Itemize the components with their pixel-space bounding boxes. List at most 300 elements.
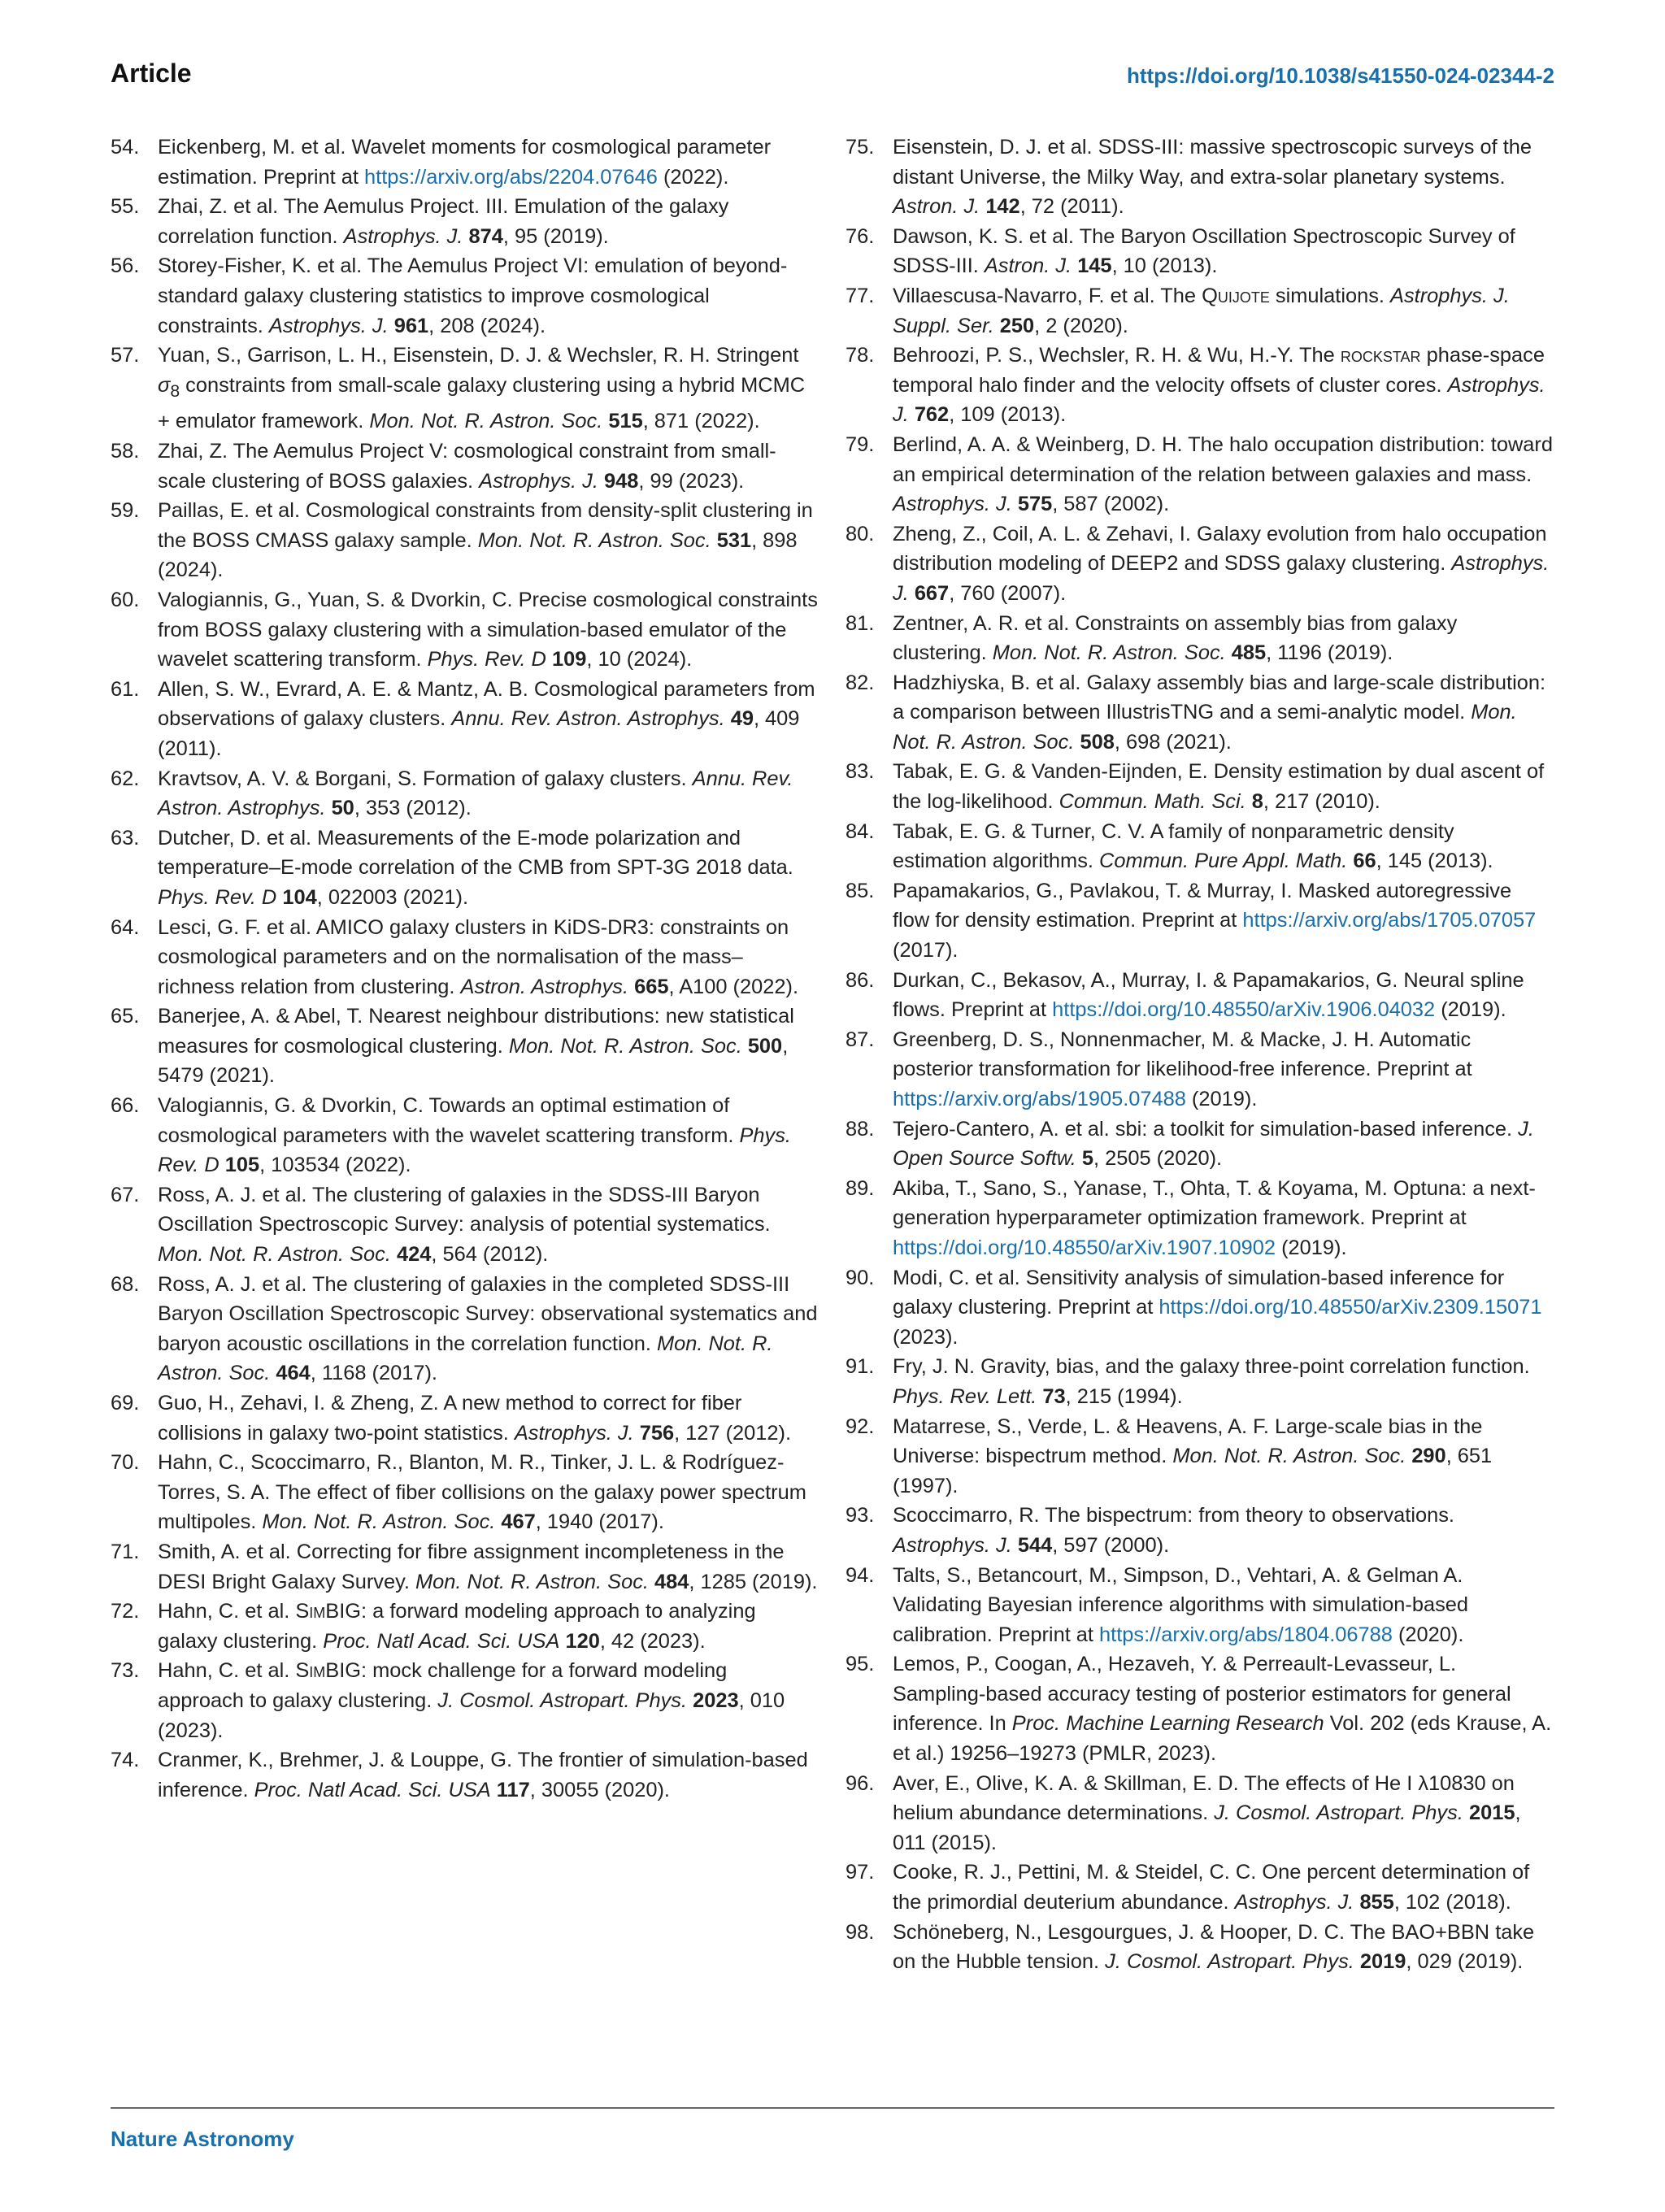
- volume-number: 142: [985, 195, 1020, 219]
- reference-number: 91.: [846, 1355, 875, 1379]
- journal-title: Astron. J.: [893, 195, 980, 219]
- reference-segment: [1012, 493, 1018, 515]
- volume-number: 467: [501, 1510, 536, 1534]
- reference-item: [846, 1918, 1553, 1977]
- volume-number: 2019: [1359, 1950, 1406, 1974]
- reference-segment: , 10 (2013).: [1111, 254, 1218, 278]
- reference-segment: , 597 (2000).: [1052, 1533, 1170, 1557]
- journal-title: σ: [158, 373, 171, 397]
- reference-text: [893, 133, 1553, 222]
- reference-item: [846, 133, 1553, 222]
- reference-item: [111, 251, 818, 341]
- reference-segment: , 215 (1994).: [1065, 1384, 1183, 1408]
- reference-segment: , 1940 (2017).: [535, 1510, 664, 1534]
- volume-number: 948: [603, 469, 639, 493]
- reference-segment: , 898 (2024).: [158, 528, 798, 582]
- reference-text: [893, 1352, 1553, 1411]
- volume-number: 120: [565, 1629, 600, 1653]
- reference-text: [158, 1745, 818, 1805]
- volume-number: 756: [639, 1421, 675, 1445]
- reference-text: [158, 496, 818, 585]
- reference-text: [893, 1561, 1553, 1650]
- reference-item: [111, 1002, 818, 1091]
- journal-title: Mon. Not. R. Astron. Soc.: [369, 410, 603, 433]
- journal-title: Proc. Natl Acad. Sci. USA: [254, 1778, 491, 1801]
- volume-number: 575: [1017, 493, 1053, 516]
- reference-segment: Banerjee, A. & Abel, T. Nearest neighbour distributions: new statistical measures for cosmological clustering.: [158, 1005, 794, 1058]
- reference-text: [893, 817, 1553, 876]
- reference-link[interactable]: https://doi.org/10.48550/arXiv.1907.10902: [893, 1236, 1276, 1259]
- reference-segment: , 103534 (2022).: [259, 1154, 411, 1177]
- reference-segment: Kravtsov, A. V. & Borgani, S. Formation of galaxy clusters.: [158, 767, 693, 790]
- reference-segment: (2022).: [657, 165, 729, 189]
- reference-segment: Dutcher, D. et al. Measurements of the E-mode polarization and temperature–E-mode correlation of the CMB from SPT-3G 2018 data.: [158, 826, 793, 880]
- reference-segment: , 698 (2021).: [1114, 730, 1232, 754]
- reference-number: 81.: [846, 611, 875, 635]
- journal-title: Annu. Rev. Astron. Astrophys.: [158, 767, 793, 820]
- journal-title: Astrophys. J.: [1234, 1891, 1354, 1914]
- reference-number: 67.: [111, 1183, 140, 1206]
- reference-segment: Modi, C. et al. Sensitivity analysis of simulation-based inference for galaxy clustering. Preprint at: [893, 1266, 1505, 1319]
- reference-item: [111, 192, 818, 251]
- reference-text: [893, 1412, 1553, 1501]
- reference-segment: [1012, 1534, 1018, 1557]
- reference-link[interactable]: https://arxiv.org/abs/1905.07488: [893, 1088, 1186, 1110]
- reference-number: 64.: [111, 915, 140, 939]
- reference-item: [111, 764, 818, 824]
- reference-text: [893, 1769, 1553, 1858]
- journal-title: Commun. Pure Appl. Math.: [1099, 850, 1348, 873]
- reference-item: [846, 430, 1553, 519]
- journal-title: Mon. Not. R. Astron. Soc.: [1172, 1445, 1406, 1468]
- reference-text: [893, 1918, 1553, 1977]
- reference-segment: [1076, 1147, 1082, 1170]
- reference-number: 60.: [111, 588, 140, 611]
- volume-number: 515: [608, 410, 643, 433]
- reference-item: [846, 1858, 1553, 1917]
- reference-segment: Scoccimarro, R. The bispectrum: from theory to observations.: [893, 1504, 1454, 1528]
- reference-item: [846, 222, 1553, 281]
- reference-item: [111, 1270, 818, 1388]
- reference-number: 55.: [111, 195, 140, 219]
- reference-segment: Smith, A. et al. Correcting for fibre assignment incompleteness in the DESI Bright Galaxy Survey.: [158, 1540, 785, 1593]
- reference-text: [158, 133, 818, 192]
- reference-item: [111, 913, 818, 1002]
- reference-text: [893, 668, 1553, 758]
- reference-item: [846, 668, 1553, 758]
- reference-segment: Valogiannis, G., Yuan, S. & Dvorkin, C. Precise cosmological constraints from BOSS galaxy clustering with a simulation-based emulator of the wavelet scattering transform.: [158, 588, 818, 671]
- journal-title: Astrophys. J. Suppl. Ser.: [893, 284, 1510, 337]
- reference-number: 96.: [846, 1771, 875, 1795]
- reference-text: [158, 437, 818, 496]
- reference-number: 93.: [846, 1504, 875, 1528]
- reference-segment: , 353 (2012).: [354, 797, 472, 820]
- reference-text: [893, 1263, 1553, 1353]
- reference-segment: [994, 315, 1000, 337]
- reference-number: 90.: [846, 1266, 875, 1289]
- reference-item: [846, 1769, 1553, 1858]
- reference-segment: [389, 315, 394, 337]
- reference-segment: , 72 (2011).: [1019, 195, 1124, 219]
- reference-number: 61.: [111, 677, 140, 701]
- reference-text: [893, 1501, 1553, 1560]
- reference-segment: Tabak, E. G. & Turner, C. V. A family of nonparametric density estimation algorithms.: [893, 819, 1454, 873]
- reference-segment: , 1285 (2019).: [689, 1570, 818, 1593]
- reference-text: [893, 757, 1553, 816]
- reference-number: 97.: [846, 1861, 875, 1884]
- reference-text: [158, 192, 818, 251]
- reference-segment: [546, 648, 552, 671]
- reference-number: 66.: [111, 1094, 140, 1118]
- reference-text: [893, 1174, 1553, 1263]
- reference-number: 75.: [846, 136, 875, 159]
- reference-segment: Guo, H., Zehavi, I. & Zheng, Z. A new method to correct for fiber collisions in galaxy two-point statistics.: [158, 1392, 742, 1445]
- reference-item: [846, 1174, 1553, 1263]
- volume-number: 117: [496, 1778, 530, 1801]
- reference-text: [158, 913, 818, 1002]
- reference-segment: Paillas, E. et al. Cosmological constraints from density-split clustering in the BOSS CMASS galaxy sample.: [158, 499, 813, 552]
- reference-segment: Hahn, C. et al.: [158, 1600, 296, 1623]
- reference-segment: , 217 (2010).: [1263, 790, 1380, 814]
- reference-number: 84.: [846, 819, 875, 843]
- reference-text: [158, 1002, 818, 1091]
- volume-number: 105: [224, 1154, 260, 1177]
- reference-text: [158, 1597, 818, 1656]
- reference-segment: [909, 403, 915, 426]
- reference-text: [893, 222, 1553, 281]
- reference-item: [111, 341, 818, 437]
- reference-item: [846, 1412, 1553, 1501]
- reference-item: [111, 1597, 818, 1656]
- reference-number: 71.: [111, 1540, 140, 1563]
- reference-segment: , 022003 (2021).: [316, 885, 469, 909]
- volume-number: 424: [396, 1243, 432, 1267]
- reference-item: [111, 1656, 818, 1745]
- journal-title: Astrophys. J.: [893, 552, 1550, 605]
- volume-number: 508: [1080, 730, 1115, 754]
- volume-number: 531: [716, 528, 752, 552]
- volume-number: 485: [1231, 641, 1267, 665]
- reference-number: 62.: [111, 767, 140, 790]
- reference-segment: (2019).: [1435, 998, 1506, 1022]
- volume-number: 2015: [1468, 1801, 1515, 1825]
- reference-text: [893, 609, 1553, 668]
- reference-segment: , 011 (2015).: [893, 1801, 1521, 1854]
- journal-title: Astrophys. J.: [893, 373, 1545, 427]
- reference-text: [893, 341, 1553, 430]
- reference-segment: Zhai, Z. et al. The Aemulus Project. III. Emulation of the galaxy correlation function.: [158, 195, 729, 248]
- reference-text: [893, 519, 1553, 609]
- reference-item: [111, 585, 818, 675]
- reference-segment: , 587 (2002).: [1052, 493, 1170, 516]
- reference-link[interactable]: https://arxiv.org/abs/2204.07646: [364, 165, 658, 189]
- reference-item: [111, 496, 818, 585]
- reference-segment: [598, 470, 604, 493]
- journal-title: Astrophys. J.: [514, 1421, 634, 1445]
- volume-number: 762: [914, 403, 950, 427]
- journal-title: J. Cosmol. Astropart. Phys.: [437, 1688, 688, 1712]
- reference-number: 83.: [846, 760, 875, 784]
- reference-item: [846, 1649, 1553, 1768]
- reference-item: [846, 1115, 1553, 1174]
- reference-text: [158, 764, 818, 824]
- volume-number: 104: [282, 885, 317, 909]
- reference-segment: constraints from small-scale galaxy clustering using a hybrid MCMC + emulator framework.: [158, 373, 806, 433]
- reference-segment: [391, 1243, 397, 1266]
- journal-title: J. Cosmol. Astropart. Phys.: [1214, 1801, 1463, 1825]
- journal-title: Mon. Not. R. Astron. Soc.: [992, 641, 1226, 665]
- reference-item: [111, 1180, 818, 1270]
- journal-title: Mon. Not. R. Astron. Soc.: [262, 1510, 496, 1534]
- journal-title: Mon. Not. R. Astron. Soc.: [508, 1034, 742, 1058]
- footer-divider: [111, 2107, 1554, 2109]
- reference-segment: , 42 (2023).: [599, 1629, 706, 1653]
- volume-number: 50: [331, 797, 354, 820]
- reference-text: [158, 1270, 818, 1388]
- reference-segment: Cranmer, K., Brehmer, J. & Louppe, G. The frontier of simulation-based inference.: [158, 1749, 808, 1801]
- reference-number: 72.: [111, 1600, 140, 1623]
- reference-segment: Vol. 202 (eds Krause, A. et al.) 19256–19273 (PMLR, 2023).: [893, 1712, 1552, 1766]
- reference-segment: Yuan, S., Garrison, L. H., Eisenstein, D. J. & Wechsler, R. H. Stringent: [158, 344, 799, 367]
- journal-title: J. Open Source Softw.: [893, 1117, 1534, 1171]
- volume-number: 500: [747, 1034, 783, 1058]
- doi-link[interactable]: https://doi.org/10.1038/s41550-024-02344-2: [1126, 63, 1554, 88]
- journal-title: Mon. Not. R. Astron. Soc.: [477, 528, 711, 552]
- journal-title: Mon. Not. R. Astron. Soc.: [158, 1332, 773, 1385]
- reference-segment: simulations.: [1269, 284, 1391, 307]
- reference-segment: [711, 529, 717, 552]
- reference-segment: Behroozi, P. S., Wechsler, R. H. & Wu, H.-Y. The: [893, 344, 1341, 367]
- reference-segment: , 5479 (2021).: [158, 1034, 789, 1088]
- reference-segment: [742, 1035, 748, 1058]
- reference-segment: Allen, S. W., Evrard, A. E. & Mantz, A. B. Cosmological parameters from observations of galaxy clusters.: [158, 677, 815, 731]
- reference-segment: , A100 (2022).: [668, 975, 798, 998]
- journal-title: Astrophys. J.: [893, 1533, 1012, 1557]
- reference-text: [158, 1448, 818, 1537]
- reference-segment: [1354, 1950, 1360, 1973]
- reference-item: [111, 1091, 818, 1180]
- reference-segment: , 1168 (2017).: [310, 1362, 437, 1385]
- software-name: SimBIG: [295, 1600, 362, 1623]
- reference-text: [893, 966, 1553, 1025]
- reference-segment: Zheng, Z., Coil, A. L. & Zehavi, I. Galaxy evolution from halo occupation distribution modeling of DEEP2 and SDSS galaxy clustering.: [893, 522, 1547, 576]
- reference-segment: Ross, A. J. et al. The clustering of galaxies in the completed SDSS-III Baryon Oscillation Spectroscopic Survey: observational systematics and baryon acoustic oscillations in the correlation function.: [158, 1272, 818, 1355]
- reference-segment: : a forward modeling approach to analyzing galaxy clustering.: [158, 1600, 756, 1653]
- reference-item: [846, 1352, 1553, 1411]
- article-label: Article: [111, 59, 192, 88]
- reference-item: [846, 1561, 1553, 1650]
- reference-number: 59.: [111, 499, 140, 523]
- reference-number: 95.: [846, 1653, 875, 1676]
- journal-title: Astron. J.: [984, 254, 1072, 278]
- reference-segment: (2017).: [893, 939, 959, 963]
- reference-segment: , 564 (2012).: [431, 1243, 549, 1267]
- reference-segment: Zentner, A. R. et al. Constraints on assembly bias from galaxy clustering.: [893, 611, 1458, 665]
- reference-segment: [326, 797, 332, 819]
- reference-number: 73.: [111, 1659, 140, 1683]
- reference-item: [846, 1501, 1553, 1560]
- reference-number: 78.: [846, 344, 875, 367]
- reference-number: 85.: [846, 879, 875, 902]
- reference-number: 54.: [111, 136, 140, 159]
- reference-segment: , 145 (2013).: [1376, 850, 1493, 873]
- reference-segment: [1226, 641, 1232, 664]
- reference-segment: Greenberg, D. S., Nonnenmacher, M. & Macke, J. H. Automatic posterior transformation for likelihood-free inference. Preprint at: [893, 1028, 1472, 1081]
- reference-item: [846, 519, 1553, 609]
- reference-segment: Ross, A. J. et al. The clustering of galaxies in the SDSS-III Baryon Oscillation Spectroscopic Survey: analysis of potential systematics.: [158, 1183, 771, 1236]
- journal-title: Mon. Not. R. Astron. Soc.: [158, 1243, 391, 1267]
- reference-item: [846, 876, 1553, 966]
- reference-item: [111, 437, 818, 496]
- reference-text: [158, 675, 818, 764]
- reference-segment: Hahn, C. et al.: [158, 1659, 296, 1683]
- volume-number: 2023: [693, 1688, 739, 1712]
- reference-number: 98.: [846, 1920, 875, 1944]
- volume-number: 665: [634, 975, 669, 998]
- reference-number: 58.: [111, 440, 140, 463]
- reference-segment: Lemos, P., Coogan, A., Hezaveh, Y. & Perreault-Levasseur, L. Sampling-based accuracy testing of posterior estimators for general inference. In: [893, 1653, 1511, 1736]
- reference-segment: phase-space temporal halo finder and the velocity offsets of cluster cores.: [893, 344, 1545, 397]
- volume-number: 109: [551, 648, 587, 671]
- reference-segment: [634, 1422, 640, 1445]
- software-name: rockstar: [1340, 344, 1421, 367]
- reference-number: 68.: [111, 1272, 140, 1296]
- volume-number: 290: [1411, 1445, 1446, 1468]
- volume-number: 961: [393, 314, 429, 337]
- volume-number: 8: [1251, 790, 1263, 814]
- reference-text: [158, 1537, 818, 1597]
- reference-number: 94.: [846, 1563, 875, 1587]
- reference-number: 77.: [846, 284, 875, 307]
- reference-segment: (2019).: [1185, 1088, 1258, 1110]
- reference-segment: Hadzhiyska, B. et al. Galaxy assembly bias and large-scale distribution: a comparison between IllustrisTNG and a semi-analytic model.: [893, 671, 1546, 724]
- reference-item: [111, 1537, 818, 1597]
- reference-text: [893, 430, 1553, 519]
- volume-number: 145: [1077, 254, 1112, 278]
- reference-segment: , 102 (2018).: [1393, 1891, 1511, 1914]
- reference-segment: [725, 707, 731, 730]
- journal-title: Mon. Not. R. Astron. Soc.: [415, 1570, 649, 1593]
- volume-number: 66: [1353, 850, 1376, 873]
- reference-segment: Eisenstein, D. J. et al. SDSS-III: massive spectroscopic surveys of the distant Universe, the Milky Way, and extra-solar planetary systems.: [893, 136, 1532, 189]
- reference-text: [893, 1858, 1553, 1917]
- volume-number: 5: [1081, 1147, 1094, 1171]
- volume-number: 49: [730, 707, 754, 731]
- reference-number: 80.: [846, 522, 875, 545]
- volume-number: 667: [914, 581, 950, 605]
- reference-segment: , 127 (2012).: [674, 1421, 792, 1445]
- journal-title: Astrophys. J.: [268, 314, 389, 337]
- software-name: SimBIG: [295, 1659, 362, 1683]
- reference-segment: Papamakarios, G., Pavlakou, T. & Murray, I. Masked autoregressive flow for density estimation. Preprint at: [893, 879, 1512, 932]
- reference-link[interactable]: https://doi.org/10.48550/arXiv.2309.15071: [1159, 1296, 1542, 1319]
- journal-title: Commun. Math. Sci.: [1059, 790, 1246, 814]
- reference-number: 56.: [111, 254, 140, 278]
- reference-segment: Zhai, Z. The Aemulus Project V: cosmological constraint from small-scale clustering of BOSS galaxies.: [158, 440, 776, 493]
- volume-number: 544: [1017, 1533, 1053, 1557]
- reference-segment: , 99 (2023).: [638, 469, 745, 493]
- reference-item: [846, 817, 1553, 876]
- reference-segment: , 109 (2013).: [949, 403, 1067, 427]
- reference-number: 76.: [846, 224, 875, 248]
- reference-segment: , 409 (2011).: [158, 707, 800, 760]
- reference-segment: Storey-Fisher, K. et al. The Aemulus Project VI: emulation of beyond-standard galaxy clustering statistics to improve cosmological constraints.: [158, 254, 788, 337]
- volume-number: 464: [276, 1362, 311, 1385]
- reference-segment: [909, 582, 915, 605]
- reference-segment: Matarrese, S., Verde, L. & Heavens, A. F. Large-scale bias in the Universe: bispectrum method.: [893, 1415, 1483, 1468]
- reference-segment: , 651 (1997).: [893, 1445, 1493, 1497]
- reference-segment: Talts, S., Betancourt, M., Simpson, D., Vehtari, A. & Gelman A. Validating Bayesian inference algorithms with simulation-based calibration. Preprint at: [893, 1563, 1469, 1646]
- reference-text: [893, 281, 1553, 341]
- reference-text: [158, 1091, 818, 1180]
- volume-number: 874: [468, 224, 503, 248]
- reference-number: 63.: [111, 826, 140, 850]
- journal-title: J. Cosmol. Astropart. Phys.: [1105, 1950, 1354, 1974]
- reference-number: 92.: [846, 1415, 875, 1438]
- reference-item: [846, 757, 1553, 816]
- reference-item: [111, 133, 818, 192]
- subscript: 8: [170, 381, 180, 401]
- reference-segment: , 1196 (2019).: [1266, 641, 1393, 665]
- journal-title: Phys. Rev. D: [158, 1123, 791, 1177]
- reference-segment: Aver, E., Olive, K. A. & Skillman, E. D. The effects of He I λ10830 on helium abundance determinations.: [893, 1771, 1515, 1825]
- volume-number: 73: [1042, 1384, 1066, 1408]
- reference-segment: (2020).: [1392, 1623, 1464, 1646]
- volume-number: 250: [999, 314, 1035, 337]
- reference-segment: (2023).: [893, 1325, 959, 1349]
- reference-number: 79.: [846, 432, 875, 456]
- reference-link[interactable]: https://arxiv.org/abs/1804.06788: [1099, 1623, 1393, 1646]
- reference-number: 87.: [846, 1028, 875, 1051]
- reference-list-right: [846, 133, 1553, 1977]
- journal-title: Phys. Rev. D: [158, 885, 277, 909]
- reference-item: [111, 1388, 818, 1448]
- reference-text: [158, 341, 818, 437]
- reference-text: [158, 585, 818, 675]
- reference-segment: Cooke, R. J., Pettini, M. & Steidel, C. C. One percent determination of the primordial deuterium abundance.: [893, 1861, 1530, 1914]
- journal-title: Astrophys. J.: [479, 469, 598, 493]
- reference-link[interactable]: https://arxiv.org/abs/1705.07057: [1242, 909, 1537, 932]
- reference-text: [893, 1649, 1553, 1768]
- reference-segment: , 2505 (2020).: [1093, 1147, 1223, 1171]
- reference-segment: Eickenberg, M. et al. Wavelet moments for cosmological parameter estimation. Preprint at: [158, 136, 772, 189]
- reference-text: [893, 1115, 1553, 1174]
- reference-segment: , 871 (2022).: [642, 410, 760, 433]
- reference-segment: : mock challenge for a forward modeling approach to galaxy clustering.: [158, 1659, 728, 1712]
- reference-item: [846, 1025, 1553, 1115]
- reference-segment: [491, 1779, 497, 1801]
- reference-number: 65.: [111, 1005, 140, 1028]
- reference-segment: [1463, 1801, 1469, 1824]
- journal-title: Astrophys. J.: [343, 224, 463, 248]
- reference-item: [846, 341, 1553, 430]
- reference-number: 88.: [846, 1117, 875, 1141]
- reference-link[interactable]: https://doi.org/10.48550/arXiv.1906.04032: [1052, 998, 1436, 1022]
- reference-segment: , 029 (2019).: [1406, 1950, 1524, 1974]
- reference-segment: Durkan, C., Bekasov, A., Murray, I. & Papamakarios, G. Neural spline flows. Preprint at: [893, 968, 1524, 1022]
- software-name: Quijote: [1202, 284, 1270, 307]
- volume-number: 484: [654, 1570, 689, 1593]
- reference-segment: , 010 (2023).: [158, 1688, 785, 1742]
- journal-title: Phys. Rev. Lett.: [893, 1384, 1037, 1408]
- reference-item: [111, 824, 818, 913]
- journal-title: Annu. Rev. Astron. Astrophys.: [451, 707, 725, 731]
- reference-segment: [1246, 790, 1252, 813]
- reference-number: 82.: [846, 671, 875, 694]
- reference-segment: Dawson, K. S. et al. The Baryon Oscillation Spectroscopic Survey of SDSS-III.: [893, 224, 1515, 278]
- reference-number: 86.: [846, 968, 875, 992]
- reference-list-left: [111, 133, 818, 1805]
